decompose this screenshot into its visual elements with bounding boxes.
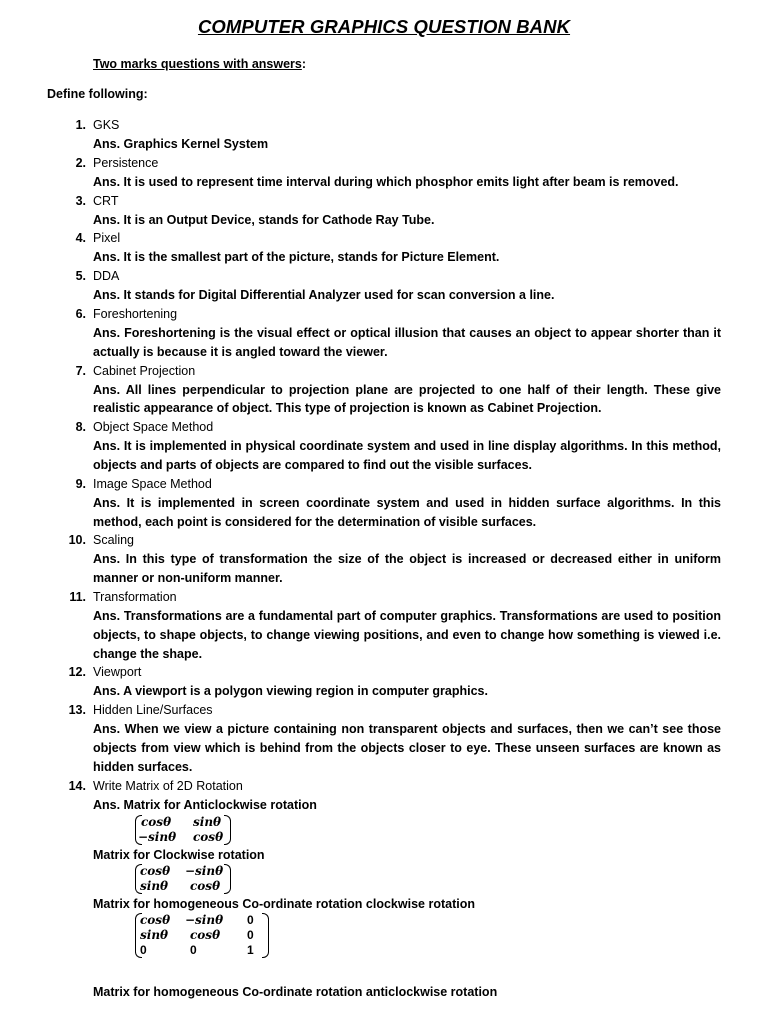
document-title: COMPUTER GRAPHICS QUESTION BANK	[197, 16, 571, 37]
question-answer: Ans. It is implemented in screen coordinate system and used in hidden surface algorithms. In this method, each point is considered for the determination of visible surfaces.	[93, 495, 721, 529]
matrix-cell: −sinθ	[138, 829, 177, 844]
question-answer: Ans. A viewport is a polygon viewing region in computer graphics.	[93, 684, 488, 699]
matrix-row	[138, 879, 230, 894]
matrix-label-homogeneous-clockwise: Matrix for homogeneous Co-ordinate rotation clockwise rotation	[93, 896, 475, 911]
matrix-row	[138, 913, 266, 928]
matrix-homogeneous-clockwise	[138, 913, 266, 958]
question-answer: Ans. It is the smallest part of the picture, stands for Picture Element.	[93, 250, 500, 265]
question-number: 3.	[75, 193, 86, 208]
section-heading: Define following:	[47, 87, 148, 101]
question-item	[0, 116, 768, 154]
matrix-cell: cosθ	[190, 927, 221, 942]
question-term: Hidden Line/Surfaces	[93, 703, 213, 718]
question-term: Pixel	[93, 231, 121, 246]
question-term: CRT	[93, 193, 119, 208]
matrix-anticlockwise	[138, 815, 230, 845]
matrix-cell: −sinθ	[185, 863, 224, 878]
question-item	[0, 229, 768, 267]
subtitle	[93, 57, 306, 71]
question-number: 9.	[75, 476, 86, 491]
matrix-clockwise	[138, 864, 230, 894]
matrix-cell: cosθ	[190, 878, 221, 893]
matrix-cell: 0	[247, 912, 254, 927]
question-item	[0, 154, 768, 192]
matrix-right-bracket	[224, 864, 231, 894]
question-number: 4.	[75, 231, 86, 246]
question-answer: Ans. Foreshortening is the visual effect or optical illusion that causes an object to appear shorter than it actually is because it is angled toward the viewer.	[93, 325, 721, 359]
question-item	[0, 418, 768, 475]
question-term: Cabinet Projection	[93, 363, 196, 378]
question-number: 7.	[75, 363, 86, 378]
matrix-label-clockwise: Matrix for Clockwise rotation	[93, 847, 265, 862]
matrix-cell: cosθ	[193, 829, 224, 844]
question-item	[0, 663, 768, 701]
question-item	[0, 588, 768, 663]
question-term: Scaling	[93, 533, 134, 548]
question-item	[0, 701, 768, 776]
question-answer: Ans. It stands for Digital Differential Analyzer used for scan conversion a line.	[93, 288, 555, 303]
question-term: DDA	[93, 269, 120, 284]
matrix-right-bracket	[262, 913, 269, 958]
question-term: Viewport	[93, 665, 142, 680]
matrix-label-homogeneous-anticlockwise: Matrix for homogeneous Co-ordinate rotation anticlockwise rotation	[93, 984, 498, 999]
matrix-cell: 0	[247, 927, 254, 942]
matrix-row	[138, 815, 230, 830]
question-term: Persistence	[93, 155, 159, 170]
question-answer: Ans. It is implemented in physical coordinate system and used in line display algorithms. In this method, objects and parts of objects are compared to find out the visible surfaces.	[93, 439, 721, 472]
question-item	[0, 531, 768, 588]
matrix-left-bracket	[135, 864, 142, 894]
matrix-row	[138, 864, 230, 879]
question-number: 1.	[75, 118, 86, 132]
question-term: Write Matrix of 2D Rotation	[93, 778, 243, 793]
question-number: 10.	[68, 533, 86, 548]
matrix-row	[138, 943, 266, 958]
matrix-cell: sinθ	[140, 927, 169, 942]
subtitle-colon: :	[301, 57, 307, 71]
question-list	[0, 116, 768, 1001]
matrix-cell: 0	[140, 942, 147, 957]
matrix-row	[138, 830, 230, 845]
question-item	[0, 362, 768, 419]
question-answer: Ans. All lines perpendicular to projection plane are projected to one half of their length. These give realistic appearance of object. This type of projection is known as Cabinet Projection.	[93, 382, 721, 416]
question-number: 2.	[75, 155, 86, 170]
matrix-label-anticlockwise: Ans. Matrix for Anticlockwise rotation	[93, 797, 317, 812]
matrix-cell: sinθ	[140, 878, 169, 893]
question-number: 6.	[75, 306, 86, 321]
matrix-cell: cosθ	[140, 912, 171, 927]
question-answer: Ans. When we view a picture containing non transparent objects and surfaces, then we can’t see those objects from view which is behind from the objects closer to eye. These unseen surfaces are known as hidden surfaces.	[93, 722, 721, 774]
question-item	[0, 475, 768, 532]
question-number: 13.	[68, 703, 86, 718]
question-number: 12.	[68, 665, 86, 680]
question-term: Image Space Method	[93, 476, 212, 491]
matrix-cell: cosθ	[141, 814, 172, 829]
question-answer: Ans. It is used to represent time interval during which phosphor emits light after beam is removed.	[93, 174, 679, 189]
question-answer: Ans. In this type of transformation the size of the object is increased or decreased either in uniform manner or non-uniform manner.	[93, 552, 721, 586]
question-answer: Ans. Graphics Kernel System	[93, 137, 269, 151]
question-term: Foreshortening	[93, 306, 178, 321]
question-term: GKS	[93, 118, 120, 132]
question-number: 14.	[68, 778, 86, 793]
matrix-cell: sinθ	[193, 814, 222, 829]
question-term: Object Space Method	[93, 420, 214, 435]
matrix-cell: 1	[247, 942, 254, 957]
matrix-cell: cosθ	[140, 863, 171, 878]
question-item	[0, 305, 768, 362]
matrix-cell: −sinθ	[185, 912, 224, 927]
matrix-left-bracket	[135, 815, 142, 845]
question-number: 5.	[75, 269, 86, 284]
question-term: Transformation	[93, 589, 177, 604]
question-item	[0, 192, 768, 230]
question-item-rotation-matrix	[0, 777, 768, 1001]
question-item	[0, 267, 768, 305]
question-answer: Ans. Transformations are a fundamental part of computer graphics. Transformations are used to position objects, to shape objects, to change viewing positions, and even to change how something is viewed i.e. change the shape.	[93, 608, 721, 661]
matrix-row	[138, 928, 266, 943]
question-number: 11.	[69, 589, 86, 604]
matrix-left-bracket	[135, 913, 142, 958]
subtitle-label: Two marks questions with answers	[93, 57, 302, 71]
matrix-right-bracket	[224, 815, 231, 845]
matrix-cell: 0	[190, 942, 197, 957]
question-number: 8.	[75, 420, 86, 435]
question-answer: Ans. It is an Output Device, stands for Cathode Ray Tube.	[93, 212, 435, 227]
